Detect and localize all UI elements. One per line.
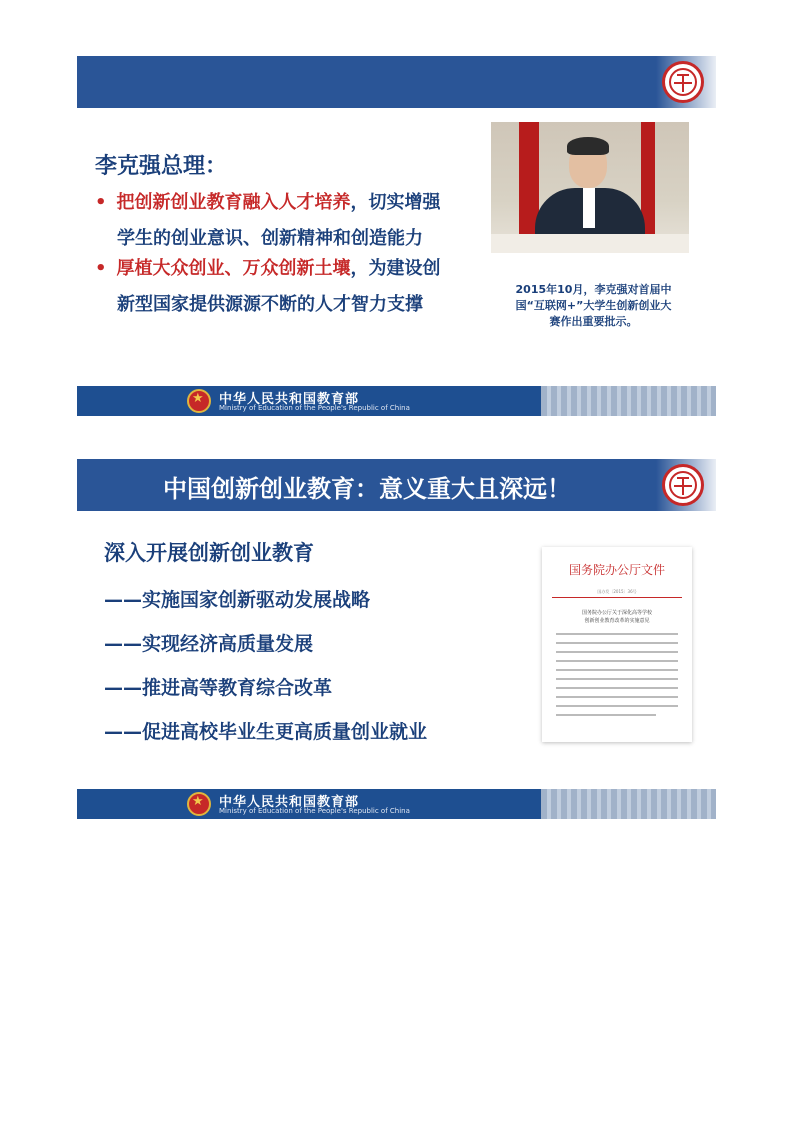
bullet-continuation: 学生的创业意识、创新精神和创造能力 <box>117 228 423 249</box>
slide-title: 李克强总理： <box>95 154 228 179</box>
list-item: ——实现经济高质量发展 <box>104 633 314 655</box>
photo-caption: 2015年10月，李克强对首届中 国“互联网+”大学生创新创业大 赛作出重要批示。 <box>515 283 672 328</box>
bullet-item: • 厚植大众创业、万众创新土壤，为建设创 <box>95 258 441 279</box>
list-item: ——推进高等教育综合改革 <box>104 677 333 699</box>
university-logo-icon <box>662 61 704 103</box>
slide-title: 中国创新创业教育：意义重大且深远！ <box>163 475 571 503</box>
list-item: ——实施国家创新驱动发展战略 <box>104 589 371 611</box>
university-logo-icon <box>662 464 704 506</box>
slide-2 <box>77 459 716 819</box>
bullet-item: • 把创新创业教育融入人才培养，切实增强 <box>95 192 441 213</box>
slide-header-bar <box>77 56 716 108</box>
national-emblem-icon <box>187 792 211 816</box>
bullet-continuation: 新型国家提供源源不断的人才智力支撑 <box>117 294 423 315</box>
national-emblem-icon <box>187 389 211 413</box>
state-council-document: 国务院办公厅文件 国办发〔2015〕36号 国务院办公厅关于深化高等学校 创新创业教育改革的实施意见 <box>542 547 692 742</box>
ministry-footer: ★ 中华人民共和国教育部 Ministry of Education of the People's Republic of China <box>77 386 716 416</box>
slide-1 <box>77 56 716 416</box>
premier-photo <box>491 122 689 253</box>
section-heading: 深入开展创新创业教育 <box>104 541 314 565</box>
ministry-footer: ★ 中华人民共和国教育部 Ministry of Education of the People's Republic of China <box>77 789 716 819</box>
list-item: ——促进高校毕业生更高质量创业就业 <box>104 721 428 743</box>
